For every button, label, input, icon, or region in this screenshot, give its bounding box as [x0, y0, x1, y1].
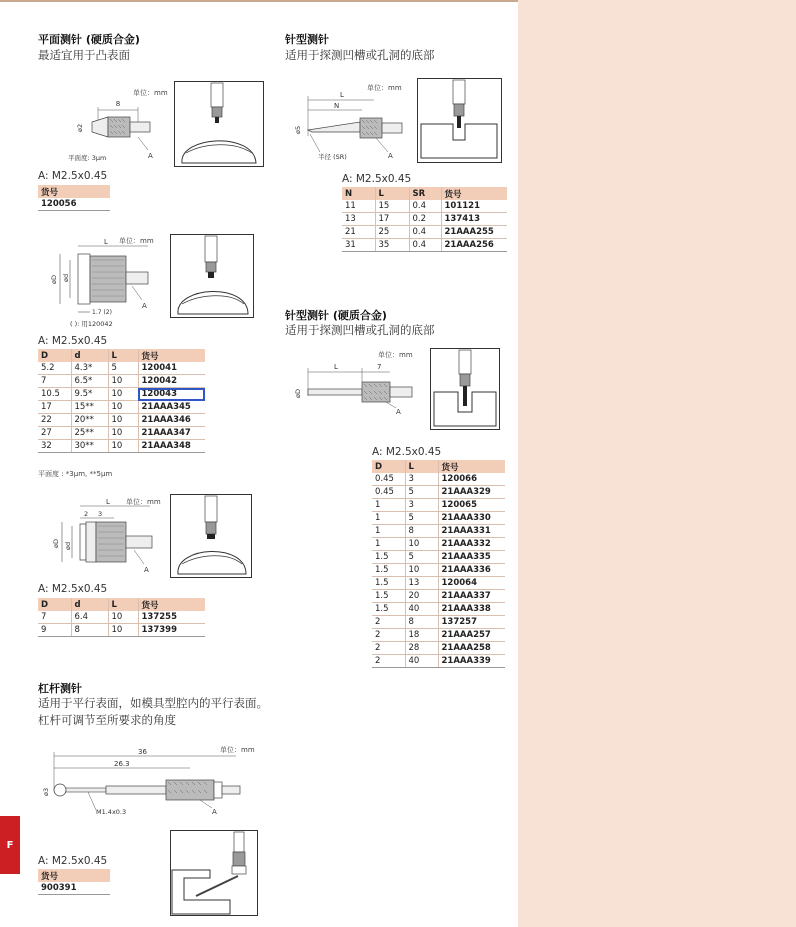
part-number: 21AAA256 — [441, 239, 507, 252]
cell: 5 — [108, 362, 138, 375]
flat-title: 平面测针 (硬质合金) — [38, 33, 140, 46]
cell: 21 — [342, 226, 375, 239]
table-row — [38, 414, 205, 427]
cell: 10 — [108, 611, 138, 624]
diagram-note: ( ): 用120042 — [70, 320, 113, 328]
table-row — [38, 611, 205, 624]
cell: 1.5 — [372, 603, 405, 616]
table-row — [38, 624, 205, 637]
part-number: 21AAA258 — [438, 642, 505, 655]
part-number: 21AAA330 — [438, 512, 505, 525]
cell: 8 — [405, 525, 438, 538]
col-header: L — [405, 460, 438, 473]
cell: 2 — [372, 642, 405, 655]
table-row — [342, 239, 507, 252]
dim-3: 3 — [98, 510, 103, 518]
cell: 5 — [405, 512, 438, 525]
dim-D: øD — [52, 539, 60, 548]
part-number: 21AAA345 — [138, 401, 205, 414]
cell: 5.2 — [38, 362, 71, 375]
table-row — [372, 512, 505, 525]
thread-spec: M1.4x0.3 — [96, 808, 127, 816]
table-row — [372, 538, 505, 551]
part-number: 120066 — [438, 473, 505, 486]
cell: 18 — [405, 629, 438, 642]
unit-label: 单位：mm — [378, 351, 413, 359]
needle-carbide-subtitle: 适用于探测凹槽或孔洞的底部 — [285, 323, 435, 337]
table-row — [38, 198, 110, 211]
cell: 1 — [372, 538, 405, 551]
dim-L: L — [104, 238, 108, 246]
part-number: 21AAA337 — [438, 590, 505, 603]
cell: 27 — [38, 427, 71, 440]
a-label: A — [148, 152, 153, 160]
table-row — [372, 525, 505, 538]
cell: 2 — [372, 616, 405, 629]
cell: 15** — [71, 401, 108, 414]
part-number: 21AAA348 — [138, 440, 205, 453]
table-row — [372, 486, 505, 499]
flat-diagram-2-detail — [170, 234, 254, 318]
needle-carbide-title: 针型测针 (硬质合金) — [285, 309, 387, 322]
cell: 40 — [405, 655, 438, 668]
part-number: 120065 — [438, 499, 505, 512]
cell: 22 — [38, 414, 71, 427]
cell: 10 — [108, 624, 138, 637]
table-row — [372, 642, 505, 655]
cell: 2 — [372, 629, 405, 642]
lever-title: 杠杆测针 — [38, 682, 82, 695]
cell: 4.3* — [71, 362, 108, 375]
table-row — [38, 427, 205, 440]
dim-26-3: 26.3 — [114, 760, 130, 768]
a-label: A — [396, 408, 401, 416]
dim-L: L — [340, 91, 344, 99]
lever-diagram — [40, 744, 252, 818]
lever-table — [38, 869, 110, 895]
table-row — [342, 213, 507, 226]
cell: 31 — [342, 239, 375, 252]
table-row — [38, 882, 110, 895]
a-label: A — [388, 152, 393, 160]
table-row — [342, 200, 507, 213]
cell: 10 — [405, 538, 438, 551]
cell: 5 — [405, 551, 438, 564]
unit-label: 单位：mm — [119, 237, 154, 245]
flat-table-1 — [38, 185, 110, 211]
cell: 17 — [375, 213, 409, 226]
cell: 1.5 — [372, 551, 405, 564]
flat-table-3 — [38, 598, 205, 637]
radius-label: 半径 (SR) — [318, 153, 347, 161]
table-row — [38, 440, 205, 453]
cell: 6.4 — [71, 611, 108, 624]
part-number: 21AAA255 — [441, 226, 507, 239]
lever-thread: A: M2.5x0.45 — [38, 855, 108, 867]
cell: 1 — [372, 499, 405, 512]
part-number: 120064 — [438, 577, 505, 590]
unit-label: 单位：mm — [220, 746, 255, 754]
unit-label: 单位：mm — [126, 498, 161, 506]
table-row — [342, 226, 507, 239]
lever-description: 适用于平行表面，如模具型腔内的平行表面。杠杆可调节至所要求的角度 — [38, 696, 268, 727]
cell: 9.5* — [71, 388, 108, 401]
table-row — [372, 655, 505, 668]
part-number-selected[interactable]: 120043 — [138, 388, 205, 401]
needle-table — [342, 187, 507, 252]
cell: 17 — [38, 401, 71, 414]
needle-title: 针型测针 — [285, 33, 329, 46]
table-row — [38, 362, 205, 375]
cell: 10 — [108, 414, 138, 427]
cell: 28 — [405, 642, 438, 655]
col-header: 货号 — [138, 349, 205, 362]
needle-diagram — [290, 82, 410, 164]
part-number: 137257 — [438, 616, 505, 629]
flat-thread-1: A: M2.5x0.45 — [38, 170, 108, 182]
cell: 0.4 — [409, 239, 441, 252]
col-header: 货号 — [38, 869, 110, 882]
needle-diagram-detail — [417, 78, 502, 163]
col-header: L — [375, 187, 409, 200]
dim-2: 2 — [84, 510, 89, 518]
part-number: 101121 — [441, 200, 507, 213]
cell: 0.4 — [409, 200, 441, 213]
col-header: L — [108, 349, 138, 362]
table-row — [372, 603, 505, 616]
dim-d: ød — [62, 273, 70, 282]
cell: 7 — [38, 375, 71, 388]
table-row — [372, 616, 505, 629]
part-number: 120041 — [138, 362, 205, 375]
cell: 1 — [372, 512, 405, 525]
flat-thread-3: A: M2.5x0.45 — [38, 583, 108, 595]
cell: 0.4 — [409, 226, 441, 239]
cell: 10 — [108, 388, 138, 401]
flatness-footnote: 平面度 : *3μm, **5μm — [38, 470, 113, 478]
cell: 13 — [342, 213, 375, 226]
dim-7: 7 — [377, 363, 382, 371]
cell: 25 — [375, 226, 409, 239]
needle-subtitle: 适用于探测凹槽或孔洞的底部 — [285, 48, 435, 62]
dim-dia: ø3 — [42, 787, 50, 796]
unit-label: 单位：mm — [133, 89, 168, 97]
col-header: SR — [409, 187, 441, 200]
cell: 1.5 — [372, 564, 405, 577]
col-header: 货号 — [138, 598, 205, 611]
cell: 20 — [405, 590, 438, 603]
part-number: 21AAA347 — [138, 427, 205, 440]
part-number: 21AAA331 — [438, 525, 505, 538]
a-label: A — [144, 566, 149, 574]
section-tab-label: F — [6, 839, 14, 851]
col-header: 货号 — [38, 185, 110, 198]
cell: 5 — [405, 486, 438, 499]
table-row — [372, 499, 505, 512]
needle-carbide-thread: A: M2.5x0.45 — [372, 446, 442, 458]
table-row — [372, 551, 505, 564]
flat-subtitle: 最适宜用于凸表面 — [38, 48, 130, 62]
dim-D: øD — [50, 275, 58, 284]
part-number: 120056 — [38, 198, 110, 211]
dim-d: ød — [64, 541, 72, 550]
needle-carbide-table — [372, 460, 505, 668]
part-number: 120042 — [138, 375, 205, 388]
section-tab[interactable] — [0, 816, 20, 874]
a-label: A — [212, 808, 217, 816]
part-number: 21AAA346 — [138, 414, 205, 427]
col-header: 货号 — [438, 460, 505, 473]
flat-table-2 — [38, 349, 205, 453]
flat-diagram-2 — [48, 232, 163, 332]
col-header: 货号 — [441, 187, 507, 200]
part-number: 21AAA339 — [438, 655, 505, 668]
col-header: D — [38, 349, 71, 362]
dim-L: L — [106, 498, 110, 506]
flatness-note: 平面度: 3μm — [68, 154, 107, 162]
cell: 0.45 — [372, 473, 405, 486]
cell: 10.5 — [38, 388, 71, 401]
cell: 30** — [71, 440, 108, 453]
cell: 20** — [71, 414, 108, 427]
flat-diagram-1-detail — [174, 81, 264, 167]
part-number: 21AAA336 — [438, 564, 505, 577]
col-header: d — [71, 598, 108, 611]
table-row — [372, 564, 505, 577]
table-row — [38, 388, 205, 401]
part-number: 21AAA332 — [438, 538, 505, 551]
table-row — [38, 375, 205, 388]
cell: 6.5* — [71, 375, 108, 388]
part-number: 21AAA329 — [438, 486, 505, 499]
cell: 11 — [342, 200, 375, 213]
part-number: 137255 — [138, 611, 205, 624]
part-number: 21AAA257 — [438, 629, 505, 642]
dim-L: L — [334, 363, 338, 371]
cell: 1.5 — [372, 577, 405, 590]
cell: 10 — [108, 427, 138, 440]
cell: 1.5 — [372, 590, 405, 603]
dim-small: 1.7 (2) — [92, 309, 112, 316]
part-number: 900391 — [38, 882, 110, 895]
needle-thread: A: M2.5x0.45 — [342, 173, 412, 185]
cell: 10 — [108, 375, 138, 388]
col-header: N — [342, 187, 375, 200]
table-row — [38, 401, 205, 414]
cell: 15 — [375, 200, 409, 213]
col-header: L — [108, 598, 138, 611]
cell: 35 — [375, 239, 409, 252]
flat-thread-2: A: M2.5x0.45 — [38, 335, 108, 347]
cell: 40 — [405, 603, 438, 616]
table-row — [372, 590, 505, 603]
cell: 2 — [372, 655, 405, 668]
cell: 10 — [108, 440, 138, 453]
a-label: A — [142, 302, 147, 310]
part-number: 137399 — [138, 624, 205, 637]
part-number: 137413 — [441, 213, 507, 226]
cell: 9 — [38, 624, 71, 637]
col-header: D — [38, 598, 71, 611]
cell: 8 — [71, 624, 108, 637]
cell: 3 — [405, 473, 438, 486]
cell: 10 — [108, 401, 138, 414]
cell: 10 — [405, 564, 438, 577]
table-row — [372, 473, 505, 486]
cell: 7 — [38, 611, 71, 624]
dim-36: 36 — [138, 748, 147, 756]
cell: 1 — [372, 525, 405, 538]
cell: 32 — [38, 440, 71, 453]
dim-N: N — [334, 102, 340, 110]
needle-carbide-diagram — [292, 356, 420, 416]
cell: 8 — [405, 616, 438, 629]
table-row — [372, 629, 505, 642]
cell: 25** — [71, 427, 108, 440]
cell: 13 — [405, 577, 438, 590]
col-header: d — [71, 349, 108, 362]
needle-carbide-diagram-detail — [430, 348, 500, 430]
lever-diagram-detail — [170, 830, 258, 916]
cell: 3 — [405, 499, 438, 512]
dim-diameter: ø2 — [76, 123, 84, 132]
cell: 0.45 — [372, 486, 405, 499]
part-number: 21AAA335 — [438, 551, 505, 564]
cell: 0.2 — [409, 213, 441, 226]
unit-label: 单位：mm — [367, 84, 402, 92]
dim-dia: ø5 — [294, 125, 302, 134]
dim-length: 8 — [115, 100, 121, 108]
flat-diagram-3-detail — [170, 494, 252, 578]
top-rule — [0, 0, 518, 2]
dim-D: øD — [294, 389, 302, 398]
table-row — [372, 577, 505, 590]
right-margin-panel — [518, 0, 796, 927]
part-number: 21AAA338 — [438, 603, 505, 616]
col-header: D — [372, 460, 405, 473]
